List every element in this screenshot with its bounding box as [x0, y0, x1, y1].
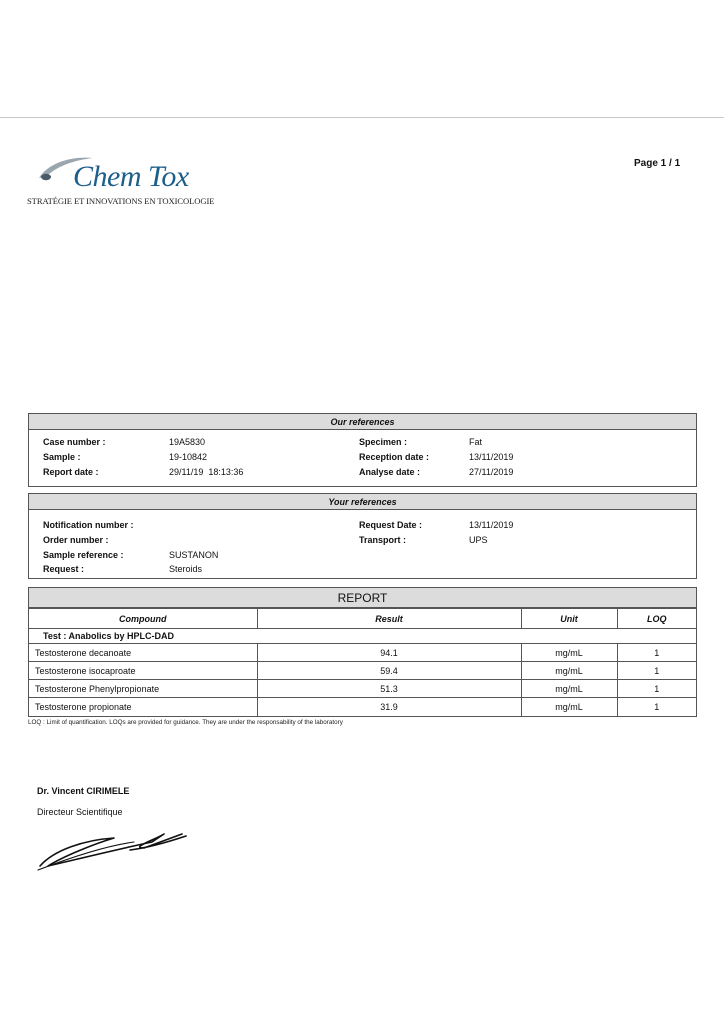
unit-cell: mg/mL: [521, 662, 617, 680]
compound-cell: Testosterone propionate: [29, 698, 257, 716]
reception-date-value: 13/11/2019: [469, 452, 514, 462]
compound-cell: Testosterone Phenylpropionate: [29, 680, 257, 698]
report-date-value: 29/11/19 18:13:36: [169, 467, 244, 477]
chemtox-logo: [27, 152, 227, 212]
sample-label: Sample :: [43, 452, 81, 462]
transport-value: UPS: [469, 535, 488, 545]
test-row: [29, 629, 696, 644]
request-label: Request :: [43, 564, 85, 574]
unit-cell: mg/mL: [521, 698, 617, 716]
results-table: [29, 608, 696, 716]
test-name: Test : Anabolics by HPLC-DAD: [29, 629, 696, 644]
request-date-value: 13/11/2019: [469, 520, 514, 530]
result-cell: 94.1: [257, 644, 521, 662]
table-row: [29, 644, 696, 662]
loq-cell: 1: [617, 680, 696, 698]
sample-value: 19-10842: [169, 452, 208, 462]
report-title: REPORT: [29, 588, 696, 608]
unit-cell: mg/mL: [521, 644, 617, 662]
report-box: [28, 587, 697, 717]
unit-cell: mg/mL: [521, 680, 617, 698]
logo-wordmark: Chem Tox: [73, 160, 189, 193]
analyse-date-value: 27/11/2019: [469, 467, 514, 477]
request-date-label: Request Date :: [359, 520, 423, 530]
order-number-label: Order number :: [43, 535, 109, 545]
loq-cell: 1: [617, 662, 696, 680]
logo-tagline: STRATÉGIE ET INNOVATIONS EN TOXICOLOGIE: [27, 196, 215, 206]
col-result: Result: [257, 609, 521, 629]
transport-label: Transport :: [359, 535, 407, 545]
our-references-title: Our references: [29, 414, 696, 430]
analyse-date-label: Analyse date :: [359, 467, 421, 477]
sample-reference-value: SUSTANON: [169, 550, 219, 560]
request-value: Steroids: [169, 564, 203, 574]
our-references-box: [28, 413, 697, 487]
signatory-title: Directeur Scientifique: [37, 807, 123, 817]
table-header-row: [29, 609, 696, 629]
result-cell: 51.3: [257, 680, 521, 698]
result-cell: 59.4: [257, 662, 521, 680]
loq-cell: 1: [617, 698, 696, 716]
sample-reference-label: Sample reference :: [43, 550, 124, 560]
col-loq: LOQ: [617, 609, 696, 629]
loq-cell: 1: [617, 644, 696, 662]
col-unit: Unit: [521, 609, 617, 629]
page-number: Page 1 / 1: [634, 158, 681, 169]
your-references-title: Your references: [29, 494, 696, 510]
case-number-label: Case number :: [43, 437, 106, 447]
specimen-label: Specimen :: [359, 437, 408, 447]
signatory-name: Dr. Vincent CIRIMELE: [37, 786, 130, 796]
specimen-value: Fat: [469, 437, 483, 447]
compound-cell: Testosterone decanoate: [29, 644, 257, 662]
case-number-value: 19A5830: [169, 437, 206, 447]
handwritten-signature-icon: [34, 820, 194, 875]
notification-number-label: Notification number :: [43, 520, 134, 530]
loq-footnote: LOQ : Limit of quantification. LOQs are provided for guidance. They are under the responsability of the laboratory: [28, 719, 343, 726]
compound-cell: Testosterone isocaproate: [29, 662, 257, 680]
report-date-label: Report date :: [43, 467, 99, 477]
table-row: [29, 662, 696, 680]
top-divider: [0, 117, 724, 118]
col-compound: Compound: [29, 609, 257, 629]
table-row: [29, 698, 696, 716]
table-row: [29, 680, 696, 698]
reception-date-label: Reception date :: [359, 452, 430, 462]
result-cell: 31.9: [257, 698, 521, 716]
your-references-box: [28, 493, 697, 579]
